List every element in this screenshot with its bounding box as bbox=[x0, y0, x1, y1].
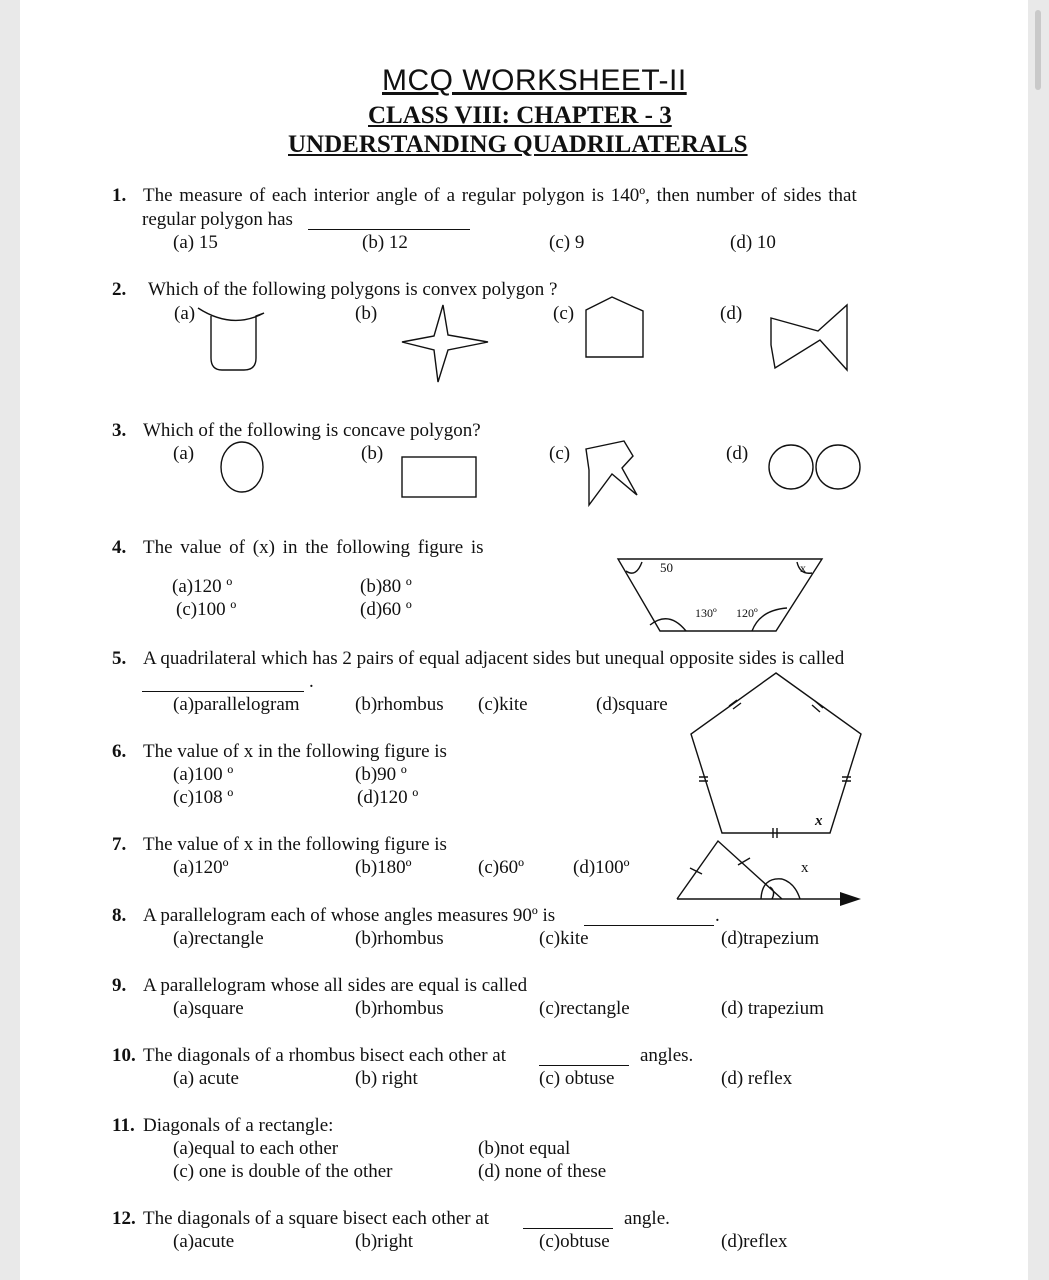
q11-option-c[interactable]: (c) one is double of the other bbox=[173, 1161, 393, 1182]
q8-number: 8. bbox=[112, 905, 127, 926]
q6-tick-2 bbox=[812, 701, 823, 712]
chapter-title: UNDERSTANDING QUADRILATERALS bbox=[288, 131, 748, 158]
q6-option-c[interactable]: (c)108 º bbox=[173, 787, 234, 808]
q8-option-a[interactable]: (a)rectangle bbox=[173, 928, 264, 949]
q3-number: 3. bbox=[112, 420, 127, 441]
q12-number: 12. bbox=[112, 1208, 136, 1229]
q8-option-b[interactable]: (b)rhombus bbox=[355, 928, 444, 949]
q8-option-c[interactable]: (c)kite bbox=[539, 928, 589, 949]
q2-figure-d bbox=[771, 305, 847, 370]
q4-label-120: 120º bbox=[736, 606, 758, 620]
q5-option-c[interactable]: (c)kite bbox=[478, 694, 528, 715]
q2-option-a[interactable]: (a) bbox=[174, 303, 196, 324]
q2-figure-c bbox=[586, 297, 643, 357]
q9-option-c[interactable]: (c)rectangle bbox=[539, 998, 630, 1019]
q9-option-d[interactable]: (d) trapezium bbox=[721, 998, 824, 1019]
q4-arc-bottom-left bbox=[650, 619, 686, 631]
q6-option-a[interactable]: (a)100 º bbox=[173, 764, 234, 785]
q3-figure-a bbox=[221, 442, 263, 492]
q4-label-130: 130º bbox=[695, 606, 717, 620]
q5-text: A quadrilateral which has 2 pairs of equal adjacent sides but unequal opposite sides is called bbox=[143, 648, 845, 669]
q2-text: Which of the following polygons is convex polygon ? bbox=[148, 279, 558, 300]
q4-label-50: 50 bbox=[660, 560, 673, 575]
class-line: CLASS VIII: CHAPTER - 3 bbox=[368, 102, 672, 129]
q6-tick-1 bbox=[729, 700, 741, 709]
q10-answer-blank bbox=[539, 1051, 629, 1066]
q4-label-x: x bbox=[800, 561, 806, 575]
q4-text: The value of (x) in the following figure is bbox=[143, 537, 484, 558]
q10-option-b[interactable]: (b) right bbox=[355, 1068, 418, 1089]
q5-option-b[interactable]: (b)rhombus bbox=[355, 694, 444, 715]
q6-number: 6. bbox=[112, 741, 127, 762]
q3-text: Which of the following is concave polygon? bbox=[143, 420, 481, 441]
q6-option-d[interactable]: (d)120 º bbox=[357, 787, 419, 808]
q7-number: 7. bbox=[112, 834, 127, 855]
q1-text-line2: regular polygon has bbox=[142, 209, 293, 230]
q10-option-c[interactable]: (c) obtuse bbox=[539, 1068, 615, 1089]
q11-option-a[interactable]: (a)equal to each other bbox=[173, 1138, 339, 1159]
q7-option-b[interactable]: (b)180º bbox=[355, 857, 412, 878]
q12-option-d[interactable]: (d)reflex bbox=[721, 1231, 788, 1252]
q4-arc-top-left bbox=[626, 562, 642, 573]
q12-answer-blank bbox=[523, 1214, 613, 1229]
q3-option-b[interactable]: (b) bbox=[361, 443, 384, 464]
q5-option-a[interactable]: (a)parallelogram bbox=[173, 694, 300, 715]
q11-option-d[interactable]: (d) none of these bbox=[478, 1161, 607, 1182]
q4-option-c[interactable]: (c)100 º bbox=[176, 599, 237, 620]
q10-number: 10. bbox=[112, 1045, 136, 1066]
q1-option-a[interactable]: (a) 15 bbox=[173, 232, 218, 253]
q7-label-x: x bbox=[801, 860, 809, 876]
q6-option-b[interactable]: (b)90 º bbox=[355, 764, 407, 785]
q7-exterior-arc bbox=[761, 879, 800, 899]
q5-option-d[interactable]: (d)square bbox=[596, 694, 668, 715]
q6-text: The value of x in the following figure is bbox=[143, 741, 447, 762]
q2-option-d[interactable]: (d) bbox=[720, 303, 743, 324]
q3-figure-d-left bbox=[769, 445, 813, 489]
q9-option-b[interactable]: (b)rhombus bbox=[355, 998, 444, 1019]
q7-option-c[interactable]: (c)60º bbox=[478, 857, 524, 878]
worksheet-title: MCQ WORKSHEET-II bbox=[382, 64, 687, 97]
q1-option-d[interactable]: (d) 10 bbox=[730, 232, 776, 253]
q3-option-c[interactable]: (c) bbox=[549, 443, 571, 464]
q6-tick-3 bbox=[699, 777, 708, 781]
q9-number: 9. bbox=[112, 975, 127, 996]
q4-number: 4. bbox=[112, 537, 127, 558]
q5-number: 5. bbox=[112, 648, 127, 669]
q8-text: A parallelogram each of whose angles measures 90º is bbox=[143, 905, 556, 926]
q3-figure-d-right bbox=[816, 445, 860, 489]
q1-number: 1. bbox=[112, 185, 127, 206]
q12-option-c[interactable]: (c)obtuse bbox=[539, 1231, 610, 1252]
q2-figure-b bbox=[402, 305, 488, 382]
q1-text: The measure of each interior angle of a regular polygon is 140º, then number of sides that bbox=[143, 185, 857, 206]
q12-option-a[interactable]: (a)acute bbox=[173, 1231, 235, 1252]
q4-option-a[interactable]: (a)120 º bbox=[172, 576, 233, 597]
q5-answer-blank bbox=[142, 677, 304, 692]
q8-answer-blank bbox=[584, 911, 714, 926]
q12-option-b[interactable]: (b)right bbox=[355, 1231, 414, 1252]
q11-number: 11. bbox=[112, 1115, 135, 1136]
q4-trapezium bbox=[618, 559, 822, 631]
q7-option-d[interactable]: (d)100º bbox=[573, 857, 630, 878]
q10-option-d[interactable]: (d) reflex bbox=[721, 1068, 793, 1089]
q1-option-c[interactable]: (c) 9 bbox=[549, 232, 585, 253]
q10-option-a[interactable]: (a) acute bbox=[173, 1068, 239, 1089]
q6-label-x: x bbox=[815, 813, 823, 829]
q2-option-c[interactable]: (c) bbox=[553, 303, 575, 324]
q7-arrow-head bbox=[840, 892, 861, 906]
q3-figure-b bbox=[402, 457, 476, 497]
q9-text: A parallelogram whose all sides are equal is called bbox=[143, 975, 528, 996]
q4-option-d[interactable]: (d)60 º bbox=[360, 599, 412, 620]
q2-figure-a bbox=[198, 308, 264, 370]
q10-text-end: angles. bbox=[640, 1045, 694, 1066]
q7-text: The value of x in the following figure is bbox=[143, 834, 447, 855]
q11-text: Diagonals of a rectangle: bbox=[143, 1115, 334, 1136]
q11-option-b[interactable]: (b)not equal bbox=[478, 1138, 571, 1159]
q3-figure-c bbox=[586, 441, 637, 505]
q5-blank-period: . bbox=[309, 671, 314, 692]
q12-text: The diagonals of a square bisect each other at bbox=[143, 1208, 490, 1229]
q3-option-d[interactable]: (d) bbox=[726, 443, 749, 464]
q8-blank-period: . bbox=[715, 905, 720, 926]
q3-option-a[interactable]: (a) bbox=[173, 443, 195, 464]
q8-option-d[interactable]: (d)trapezium bbox=[721, 928, 820, 949]
q9-option-a[interactable]: (a)square bbox=[173, 998, 244, 1019]
q12-text-end: angle. bbox=[624, 1208, 670, 1229]
q6-pentagon bbox=[691, 673, 861, 833]
q1-option-b[interactable]: (b) 12 bbox=[362, 232, 408, 253]
q4-option-b[interactable]: (b)80 º bbox=[360, 576, 412, 597]
q2-option-b[interactable]: (b) bbox=[355, 303, 378, 324]
q10-text: The diagonals of a rhombus bisect each other at bbox=[143, 1045, 506, 1066]
q7-option-a[interactable]: (a)120º bbox=[173, 857, 229, 878]
q2-number: 2. bbox=[112, 279, 127, 300]
